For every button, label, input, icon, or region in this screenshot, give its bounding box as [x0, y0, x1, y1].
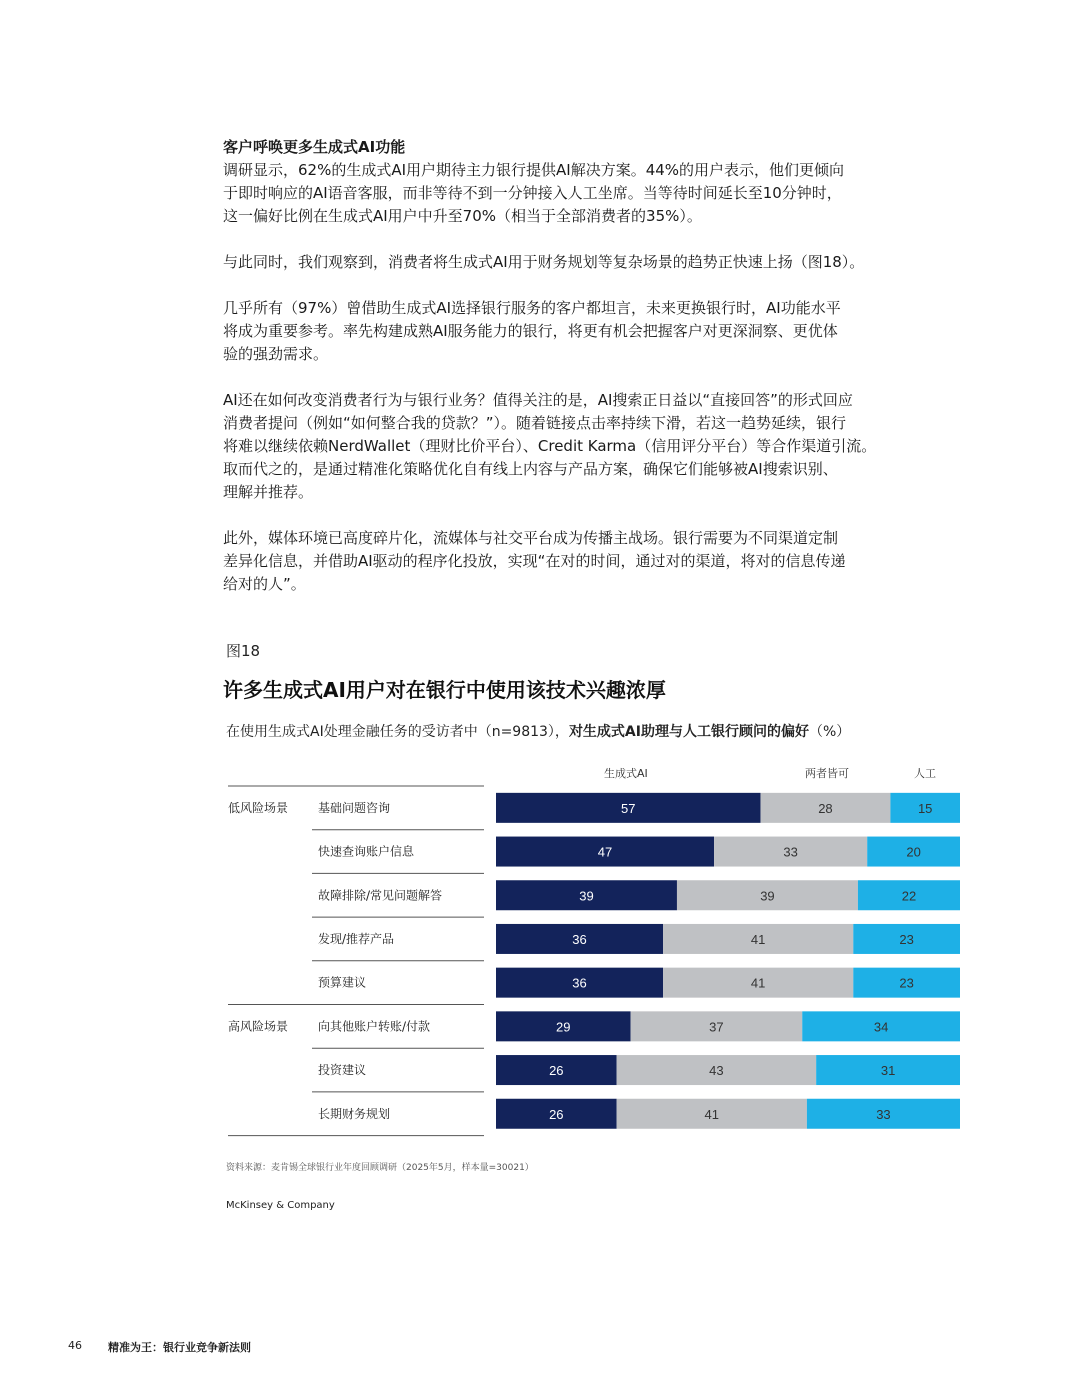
data-label: 39 [579, 888, 594, 904]
data-label: 47 [597, 844, 613, 860]
data-label: 34 [873, 1019, 889, 1035]
legend-human: 人工 [914, 767, 936, 780]
data-label: 28 [818, 800, 833, 816]
data-label: 41 [704, 1106, 719, 1122]
data-label: 36 [572, 931, 587, 947]
data-label: 15 [917, 800, 933, 816]
category-label: 预算建议 [318, 975, 367, 990]
data-label: 22 [901, 888, 917, 904]
data-label: 20 [906, 844, 921, 860]
data-label: 26 [549, 1106, 564, 1122]
data-label: 39 [760, 888, 775, 904]
paragraph: 此外，媒体环境已高度碎片化，流媒体与社交平台成为传播主战场。银行需要为不同渠道定制 差异化信息，并借助AI驱动的程序化投放，实现“在对的时间，通过对的渠道，将对的信息传递 给对的人”。 [223, 529, 846, 593]
figure-title: 许多生成式AI用户对在银行中使用该技术兴趣浓厚 [223, 678, 666, 702]
figure-source: 资料来源：麦肯锡全球银行业年度回顾调研（2025年5月，样本量=30021） [226, 1163, 534, 1173]
data-label: 23 [899, 975, 914, 991]
category-label: 故障排除/常见问题解答 [318, 888, 443, 903]
data-label: 57 [621, 800, 636, 816]
data-label: 33 [876, 1106, 891, 1122]
data-label: 41 [750, 975, 766, 991]
category-label: 向其他账户转账/付款 [318, 1019, 431, 1034]
figure-subtitle-bold: 对生成式AI助理与人工银行顾问的偏好 [568, 724, 809, 740]
category-label: 发现/推荐产品 [318, 931, 395, 946]
data-label: 26 [549, 1063, 564, 1079]
figure-subtitle-unit: （%） [808, 724, 851, 740]
group-label: 低风险场景 [228, 800, 289, 815]
footer-title: 精准为王：银行业竞争新法则 [108, 1341, 251, 1354]
category-label: 快速查询账户信息 [318, 844, 415, 859]
data-label: 31 [880, 1063, 896, 1079]
group-label: 高风险场景 [228, 1019, 289, 1034]
paragraph: AI还在如何改变消费者行为与银行业务？值得关注的是，AI搜索正日益以“直接回答”的形式回应 消费者提问（例如“如何整合我的贷款？”）。随着链接点击率持续下滑，若这一趋势延续，银行 将难以继续依赖NerdWallet（理财比价平台）、Credit Karma（信用评分平台）等合作渠道引流。 取而代之的，是通过精准化策略优化自有线上内容与产品方案，确保它们能够被AI搜索识别、 理解并推荐。 [223, 391, 877, 501]
paragraph: 几乎所有（97%）曾借助生成式AI选择银行服务的客户都坦言，未来更换银行时，AI功能水平 将成为重要参考。率先构建成熟AI服务能力的银行，将更有机会把握客户对更深洞察、更优体 验的强劲需求。 [223, 299, 841, 363]
paragraph: 调研显示，62%的生成式AI用户期待主力银行提供AI解决方案。44%的用户表示，他们更倾向 于即时响应的AI语音客服，而非等待不到一分钟接入人工坐席。当等待时间延长至10分钟时， 这一偏好比例在生成式AI用户中升至70%（相当于全部消费者的35%）。 [223, 161, 845, 225]
data-label: 37 [709, 1019, 724, 1035]
category-label: 基础问题咨询 [318, 800, 391, 815]
legend-either: 两者皆可 [805, 767, 849, 780]
figure-subtitle-plain: 在使用生成式AI处理金融任务的受访者中（n=9813）， [226, 724, 569, 740]
data-label: 43 [709, 1063, 724, 1079]
legend-genai: 生成式AI [604, 767, 648, 780]
figure-number: 图18 [226, 642, 261, 660]
category-label: 投资建议 [318, 1063, 367, 1078]
data-label: 33 [783, 844, 798, 860]
brand-name: McKinsey & Company [226, 1200, 335, 1211]
data-label: 23 [899, 931, 914, 947]
data-label: 36 [572, 975, 587, 991]
paragraph: 与此同时，我们观察到，消费者将生成式AI用于财务规划等复杂场景的趋势正快速上扬（图18）。 [223, 253, 865, 271]
data-label: 41 [750, 931, 766, 947]
category-label: 长期财务规划 [318, 1106, 391, 1121]
section-title: 客户呼唤更多生成式AI功能 [223, 138, 406, 156]
data-label: 29 [556, 1019, 571, 1035]
page-number: 46 [68, 1339, 82, 1352]
